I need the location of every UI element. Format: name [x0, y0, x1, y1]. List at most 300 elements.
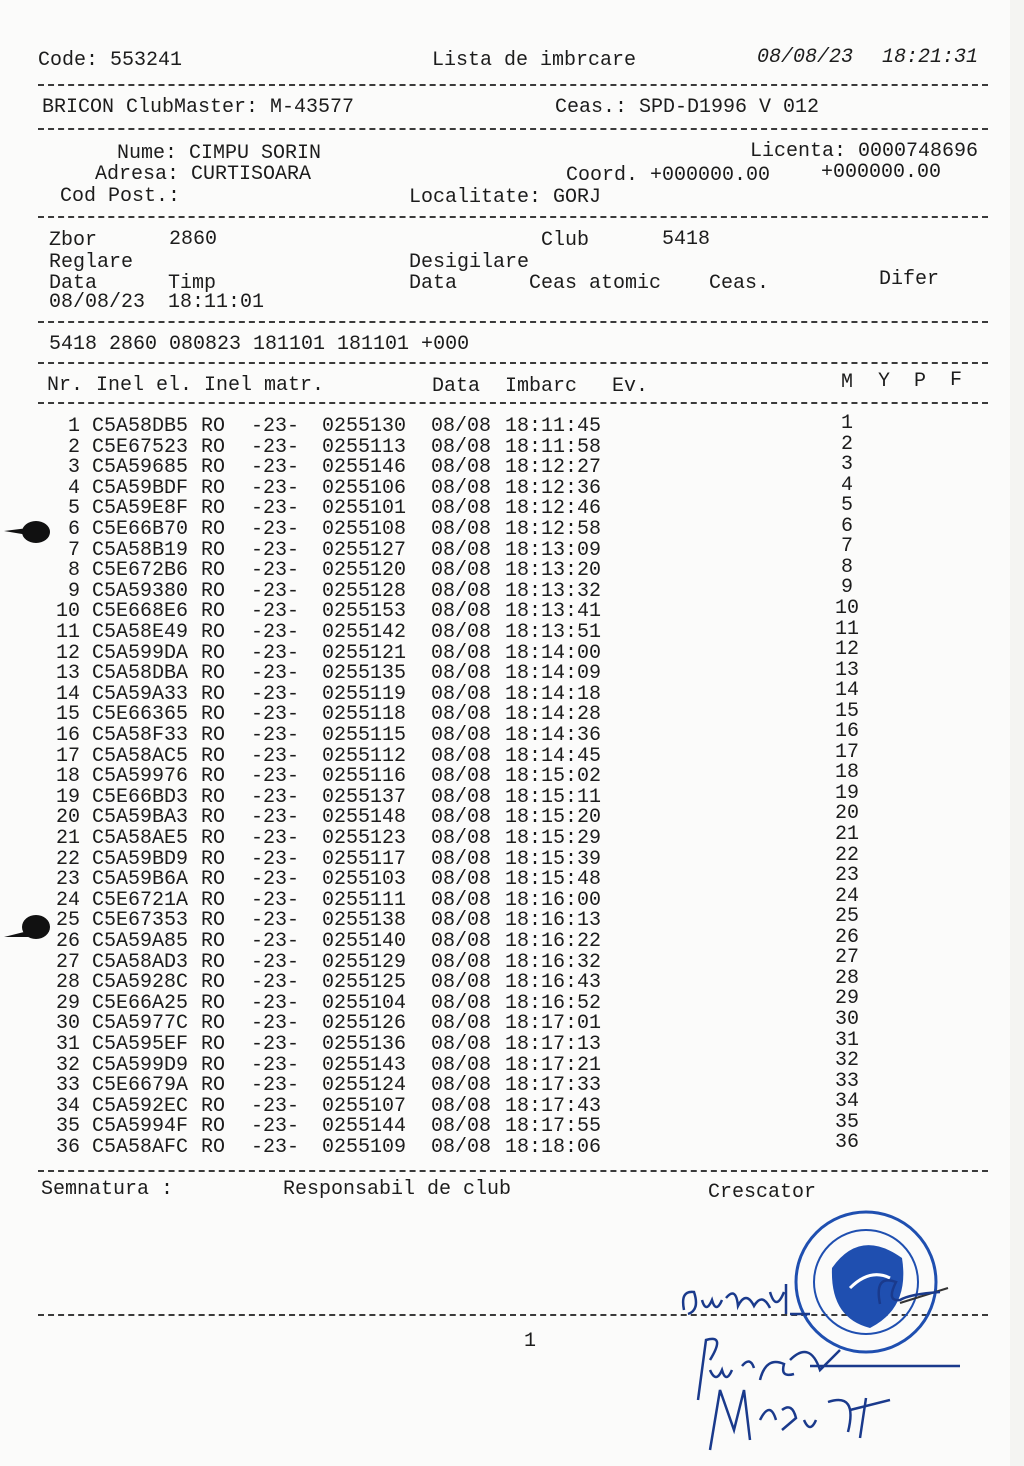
ring-number: 0255140	[322, 930, 407, 953]
year: -23-	[251, 971, 300, 995]
electronic-ring: C5A59976	[92, 765, 189, 789]
arrival-date: 08/08	[431, 806, 492, 830]
arrival-time: 18:14:36	[505, 724, 602, 747]
country: RO	[201, 888, 226, 912]
arrival-date: 08/08	[431, 641, 492, 665]
coord-1: +000000.00	[650, 164, 771, 187]
position: 19	[834, 781, 859, 805]
unseal-date-label: Data	[409, 272, 458, 295]
divider	[38, 362, 988, 364]
row-number: 29	[55, 991, 80, 1015]
year: -23-	[251, 518, 300, 541]
arrival-date: 08/08	[431, 971, 492, 995]
owner-address	[95, 164, 311, 186]
electronic-ring: C5A599D9	[92, 1053, 189, 1077]
address-value: CURTISOARA	[191, 163, 312, 186]
country: RO	[201, 930, 226, 953]
clock-info: Ceas.: SPD-D1996 V 012	[555, 96, 820, 119]
arrival-date: 08/08	[431, 476, 492, 500]
country: RO	[201, 538, 226, 562]
country: RO	[201, 1115, 226, 1139]
year: -23-	[251, 415, 300, 438]
row-number: 11	[55, 621, 80, 644]
position: 18	[834, 761, 859, 785]
row-number: 13	[55, 662, 80, 686]
country: RO	[201, 476, 226, 500]
ring-number: 0255116	[322, 765, 407, 789]
position: 27	[834, 946, 859, 970]
ring-number: 0255124	[322, 1074, 407, 1098]
ring-number: 0255143	[322, 1053, 407, 1077]
arrival-time: 18:13:51	[505, 621, 602, 644]
electronic-ring: C5A592EC	[92, 1094, 189, 1118]
electronic-ring: C5A58F33	[92, 724, 189, 747]
ring-number: 0255121	[322, 641, 407, 665]
electronic-ring: C5E672B6	[92, 559, 189, 583]
ring-number: 0255115	[322, 724, 407, 747]
electronic-ring: C5A59E8F	[92, 497, 189, 521]
position: 3	[840, 453, 853, 477]
ring-number: 0255127	[322, 538, 407, 562]
ring-number: 0255126	[322, 1012, 407, 1036]
ring-number: 0255104	[322, 991, 407, 1015]
electronic-ring: C5A58DB5	[92, 415, 189, 438]
electronic-ring: C5E67353	[92, 909, 189, 933]
code-value: 553241	[110, 49, 183, 72]
row-number: 17	[55, 744, 80, 768]
arrival-time: 18:13:41	[505, 600, 602, 624]
position: 34	[834, 1090, 859, 1114]
arrival-date: 08/08	[431, 888, 492, 912]
ink-mark-icon	[2, 514, 52, 550]
electronic-ring: C5A59A85	[92, 930, 189, 953]
ring-number: 0255111	[322, 888, 407, 912]
col-date: Data	[432, 375, 481, 398]
arrival-time: 18:16:52	[505, 991, 602, 1015]
postal-code-label: Cod Post.:	[60, 185, 181, 208]
arrival-time: 18:17:01	[505, 1012, 602, 1036]
coord-2: +000000.00	[821, 161, 942, 184]
year: -23-	[251, 497, 300, 521]
arrival-date: 08/08	[431, 1053, 492, 1077]
country: RO	[201, 1136, 226, 1159]
position: 10	[834, 596, 859, 620]
electronic-ring: C5A59BDF	[92, 476, 189, 500]
country: RO	[201, 415, 226, 438]
year: -23-	[251, 1115, 300, 1139]
arrival-date: 08/08	[431, 950, 492, 974]
arrival-date: 08/08	[431, 518, 492, 541]
arrival-date: 08/08	[431, 1074, 492, 1098]
position: 12	[834, 638, 859, 662]
arrival-time: 18:14:18	[505, 682, 602, 706]
divider	[38, 402, 988, 404]
arrival-date: 08/08	[431, 703, 492, 727]
electronic-ring: C5A59380	[92, 579, 189, 603]
row-number: 14	[55, 682, 80, 706]
ring-number: 0255148	[322, 806, 407, 830]
row-number: 7	[67, 538, 80, 562]
ring-number: 0255128	[322, 579, 407, 603]
arrival-time: 18:14:00	[505, 641, 602, 665]
country: RO	[201, 724, 226, 747]
arrival-date: 08/08	[431, 1115, 492, 1139]
arrival-time: 18:16:13	[505, 909, 602, 933]
licence	[750, 141, 978, 163]
position: 14	[834, 679, 859, 703]
electronic-ring: C5A58AE5	[92, 827, 189, 850]
position: 28	[834, 966, 859, 990]
row-number: 1	[67, 415, 80, 438]
row-number: 3	[67, 456, 80, 480]
row-number: 25	[55, 909, 80, 933]
year: -23-	[251, 600, 300, 624]
ring-number: 0255117	[322, 847, 407, 871]
arrival-date: 08/08	[431, 662, 492, 686]
country: RO	[201, 785, 226, 809]
locality-value: GORJ	[553, 186, 602, 209]
position: 30	[834, 1007, 859, 1031]
col-m: M	[841, 371, 854, 394]
row-number: 23	[55, 868, 80, 892]
arrival-date: 08/08	[431, 435, 492, 459]
year: -23-	[251, 909, 300, 933]
arrival-time: 18:17:33	[505, 1074, 602, 1098]
position: 6	[840, 514, 853, 538]
country: RO	[201, 1012, 226, 1036]
country: RO	[201, 662, 226, 686]
setting-date: 08/08/23	[49, 291, 146, 314]
row-number: 16	[55, 724, 80, 747]
col-ring-el: Inel el.	[96, 374, 193, 397]
year: -23-	[251, 827, 300, 850]
year: -23-	[251, 559, 300, 583]
year: -23-	[251, 435, 300, 459]
handwritten-signatures	[670, 1270, 1010, 1460]
arrival-time: 18:12:36	[505, 476, 602, 500]
position: 26	[834, 925, 859, 949]
country: RO	[201, 1094, 226, 1118]
position: 13	[834, 658, 859, 682]
row-number: 9	[67, 579, 80, 603]
row-number: 32	[55, 1053, 80, 1077]
col-y: Y	[878, 370, 891, 393]
ring-number: 0255129	[322, 950, 407, 974]
arrival-time: 18:14:45	[505, 744, 602, 768]
arrival-date: 08/08	[431, 909, 492, 933]
year: -23-	[251, 579, 300, 603]
year: -23-	[251, 621, 300, 644]
position: 2	[840, 432, 853, 456]
row-number: 18	[55, 765, 80, 789]
year: -23-	[251, 476, 300, 500]
licence-label: Licenta:	[750, 140, 847, 163]
country: RO	[201, 621, 226, 644]
ring-number: 0255142	[322, 621, 407, 644]
position: 31	[834, 1028, 859, 1052]
date-label: Data	[49, 272, 98, 295]
owner-name	[117, 143, 321, 165]
electronic-ring: C5E668E6	[92, 600, 189, 624]
year: -23-	[251, 785, 300, 809]
row-number: 12	[55, 641, 80, 665]
row-number: 26	[55, 930, 80, 953]
row-number: 6	[67, 518, 80, 541]
arrival-date: 08/08	[431, 827, 492, 850]
ring-number: 0255144	[322, 1115, 407, 1139]
electronic-ring: C5A58B19	[92, 538, 189, 562]
arrival-date: 08/08	[431, 991, 492, 1015]
position: 23	[834, 864, 859, 888]
col-nr: Nr.	[47, 374, 84, 397]
coordinates	[566, 165, 770, 187]
flight-number: 2860	[169, 228, 218, 251]
arrival-time: 18:17:55	[505, 1115, 602, 1139]
arrival-time: 18:16:00	[505, 888, 602, 912]
arrival-time: 18:13:32	[505, 579, 602, 603]
country: RO	[201, 950, 226, 974]
country: RO	[201, 744, 226, 768]
year: -23-	[251, 1136, 300, 1159]
ring-number: 0255136	[322, 1033, 407, 1056]
year: -23-	[251, 682, 300, 706]
electronic-ring: C5E6679A	[92, 1074, 189, 1098]
country: RO	[201, 456, 226, 480]
year: -23-	[251, 1033, 300, 1056]
ring-number: 0255123	[322, 827, 407, 850]
arrival-time: 18:16:32	[505, 950, 602, 974]
row-number: 10	[55, 600, 80, 624]
electronic-ring: C5A59A33	[92, 682, 189, 706]
address-label: Adresa:	[95, 163, 180, 186]
row-number: 5	[67, 497, 80, 521]
setting-label: Reglare	[49, 251, 134, 274]
arrival-time: 18:15:48	[505, 868, 602, 892]
year: -23-	[251, 703, 300, 727]
arrival-date: 08/08	[431, 415, 492, 438]
arrival-time: 18:15:20	[505, 806, 602, 830]
ring-number: 0255130	[322, 415, 407, 438]
row-number: 4	[67, 476, 80, 500]
ring-number: 0255113	[322, 435, 407, 459]
print-date: 08/08/23	[757, 46, 854, 69]
country: RO	[201, 765, 226, 789]
arrival-time: 18:13:20	[505, 559, 602, 583]
country: RO	[201, 518, 226, 541]
year: -23-	[251, 847, 300, 871]
arrival-date: 08/08	[431, 1094, 492, 1118]
ring-number: 0255118	[322, 703, 407, 727]
ring-number: 0255135	[322, 662, 407, 686]
row-number: 34	[55, 1094, 80, 1118]
year: -23-	[251, 1074, 300, 1098]
col-boarding: Imbarc	[505, 375, 578, 398]
row-number: 2	[67, 435, 80, 459]
electronic-ring: C5E67523	[92, 435, 189, 459]
position: 8	[840, 555, 853, 579]
arrival-time: 18:12:46	[505, 497, 602, 521]
name-label: Nume:	[117, 142, 178, 165]
time-label: Timp	[168, 272, 217, 295]
country: RO	[201, 847, 226, 871]
year: -23-	[251, 930, 300, 953]
page-number: 1	[524, 1330, 537, 1353]
ring-number: 0255106	[322, 476, 407, 500]
arrival-time: 18:17:43	[505, 1094, 602, 1118]
country: RO	[201, 827, 226, 850]
coord-label: Coord.	[566, 164, 639, 187]
electronic-ring: C5A58E49	[92, 621, 189, 644]
electronic-ring: C5A5928C	[92, 971, 189, 995]
club-number: 5418	[662, 228, 711, 251]
year: -23-	[251, 1012, 300, 1036]
year: -23-	[251, 641, 300, 665]
country: RO	[201, 703, 226, 727]
electronic-ring: C5A5977C	[92, 1012, 189, 1036]
ring-number: 0255112	[322, 744, 407, 768]
col-ring: Inel matr.	[204, 374, 325, 397]
electronic-ring: C5E66BD3	[92, 785, 189, 809]
position: 15	[834, 699, 859, 723]
arrival-date: 08/08	[431, 785, 492, 809]
country: RO	[201, 991, 226, 1015]
electronic-ring: C5A595EF	[92, 1033, 189, 1056]
year: -23-	[251, 888, 300, 912]
row-number: 21	[55, 827, 80, 850]
row-number: 20	[55, 806, 80, 830]
ring-number: 0255146	[322, 456, 407, 480]
arrival-time: 18:14:09	[505, 662, 602, 686]
position: 25	[834, 905, 859, 929]
country: RO	[201, 559, 226, 583]
position: 24	[834, 884, 859, 908]
licence-value: 0000748696	[858, 140, 979, 163]
arrival-date: 08/08	[431, 868, 492, 892]
electronic-ring: C5A59685	[92, 456, 189, 480]
country: RO	[201, 868, 226, 892]
electronic-ring: C5E6721A	[92, 888, 189, 912]
ring-number: 0255138	[322, 909, 407, 933]
ring-number: 0255153	[322, 600, 407, 624]
country: RO	[201, 909, 226, 933]
year: -23-	[251, 950, 300, 974]
ink-mark-icon	[2, 910, 52, 946]
arrival-date: 08/08	[431, 579, 492, 603]
year: -23-	[251, 991, 300, 1015]
row-number: 33	[55, 1074, 80, 1098]
year: -23-	[251, 456, 300, 480]
arrival-time: 18:11:45	[505, 415, 602, 438]
unseal-label: Desigilare	[409, 251, 530, 274]
ring-number: 0255125	[322, 971, 407, 995]
arrival-date: 08/08	[431, 847, 492, 871]
arrival-date: 08/08	[431, 1012, 492, 1036]
country: RO	[201, 641, 226, 665]
ring-number: 0255107	[322, 1094, 407, 1118]
arrival-date: 08/08	[431, 497, 492, 521]
position: 36	[834, 1131, 859, 1155]
country: RO	[201, 1033, 226, 1056]
signature-label: Semnatura :	[41, 1178, 174, 1201]
electronic-ring: C5E66365	[92, 703, 189, 727]
arrival-date: 08/08	[431, 621, 492, 644]
ring-number: 0255119	[322, 682, 407, 706]
position: 20	[834, 802, 859, 826]
col-p: P	[914, 370, 927, 393]
year: -23-	[251, 724, 300, 747]
arrival-time: 18:15:11	[505, 785, 602, 809]
row-number: 35	[55, 1115, 80, 1139]
col-ev: Ev.	[612, 375, 649, 398]
country: RO	[201, 497, 226, 521]
arrival-time: 18:12:27	[505, 456, 602, 480]
electronic-ring: C5A59B6A	[92, 868, 189, 892]
country: RO	[201, 971, 226, 995]
arrival-time: 18:13:09	[505, 538, 602, 562]
arrival-date: 08/08	[431, 538, 492, 562]
software-info: BRICON ClubMaster: M-43577	[42, 96, 355, 119]
col-f: F	[950, 369, 963, 392]
arrival-time: 18:17:21	[505, 1053, 602, 1077]
difference-label: Difer	[879, 268, 940, 291]
divider	[38, 1170, 988, 1172]
position: 11	[834, 617, 859, 641]
arrival-time: 18:11:58	[505, 435, 602, 459]
country: RO	[201, 600, 226, 624]
position: 17	[834, 740, 859, 764]
ring-number: 0255137	[322, 785, 407, 809]
position: 21	[834, 823, 859, 846]
country: RO	[201, 1074, 226, 1098]
row-number: 30	[55, 1012, 80, 1036]
arrival-date: 08/08	[431, 744, 492, 768]
row-number: 22	[55, 847, 80, 871]
arrival-time: 18:15:02	[505, 765, 602, 789]
year: -23-	[251, 744, 300, 768]
year: -23-	[251, 538, 300, 562]
row-number: 15	[55, 703, 80, 727]
position: 16	[834, 720, 859, 744]
row-number: 31	[55, 1033, 80, 1056]
electronic-ring: C5A58DBA	[92, 662, 189, 686]
position: 5	[840, 494, 853, 518]
electronic-ring: C5A5994F	[92, 1115, 189, 1139]
locality	[409, 187, 601, 209]
arrival-date: 08/08	[431, 1136, 492, 1159]
row-number: 36	[55, 1136, 80, 1159]
country: RO	[201, 682, 226, 706]
arrival-date: 08/08	[431, 765, 492, 789]
code-label: Code:	[38, 49, 99, 72]
arrival-date: 08/08	[431, 724, 492, 747]
ring-number: 0255101	[322, 497, 407, 521]
electronic-ring: C5A58AD3	[92, 950, 189, 974]
name-value: CIMPU SORIN	[189, 142, 322, 165]
document-title: Lista de imbrcare	[432, 49, 637, 72]
arrival-time: 18:16:43	[505, 971, 602, 995]
ring-number: 0255120	[322, 559, 407, 583]
print-time: 18:21:31	[882, 46, 979, 69]
row-number: 8	[67, 559, 80, 583]
club-label: Club	[541, 229, 590, 252]
position: 22	[834, 843, 859, 867]
arrival-date: 08/08	[431, 559, 492, 583]
ring-number: 0255108	[322, 518, 407, 541]
arrival-date: 08/08	[431, 1033, 492, 1056]
atomic-clock-label: Ceas atomic	[529, 272, 662, 295]
divider	[38, 128, 988, 130]
position: 33	[834, 1069, 859, 1093]
